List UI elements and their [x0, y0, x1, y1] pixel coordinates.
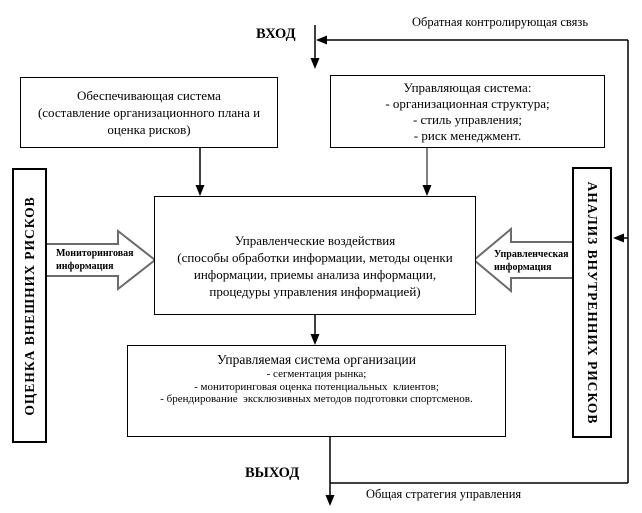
external-risks-panel: [12, 168, 47, 443]
providing-system-box: [20, 77, 278, 148]
management-info-line: Управленческая: [494, 249, 569, 260]
feedback-arrowhead-left: [316, 36, 327, 45]
internal-risks-panel: [572, 167, 612, 438]
actions-line: Управленческие воздействия: [234, 232, 396, 248]
output-arrowhead: [326, 495, 335, 506]
controlling-system-box: [330, 75, 605, 148]
managed-system-item: - сегментация рынка;: [266, 368, 367, 380]
managed-system-title: Управляемая система организации: [217, 352, 416, 367]
controlling-line: - риск менеджмент.: [413, 127, 522, 143]
feedback-branch-arrowhead: [613, 234, 624, 243]
controlling-line: - стиль управления;: [412, 111, 523, 127]
controlling-line: Управляющая система:: [403, 79, 532, 95]
actions-line: (способы обработки информации, методы оценки: [177, 249, 453, 265]
external-risks-label: ОЦЕНКА ВНЕШНИХ РИСКОВ: [21, 195, 37, 416]
feedback-label: Обратная контролирующая связь: [411, 15, 589, 29]
input-arrowhead: [311, 58, 320, 69]
providing-line: (составление организационного плана и: [37, 105, 261, 120]
management-info-line: информация: [494, 261, 552, 273]
input-label: ВХОД: [256, 26, 296, 42]
providing-to-actions-arrowhead: [196, 185, 205, 196]
managed-system-item: - мониторинговая оценка потенциальных клиентов;: [194, 380, 439, 393]
internal-risks-label: АНАЛИЗ ВНУТРЕННИХ РИСКОВ: [585, 181, 600, 424]
managed-system-box: [127, 345, 506, 437]
actions-to-managed-arrowhead: [311, 334, 320, 345]
monitoring-info-line: информация: [56, 260, 114, 272]
monitoring-info-line: Мониторинговая: [56, 248, 134, 259]
monitoring-info-label: [56, 248, 134, 273]
management-actions-box: [154, 196, 476, 315]
providing-line: Обеспечивающая система: [77, 88, 221, 103]
providing-line: оценка рисков): [107, 122, 191, 137]
actions-line: процедуры управления информацией): [209, 283, 421, 299]
actions-line: информации, приемы анализа информации,: [193, 266, 437, 282]
management-info-label: [494, 249, 569, 274]
strategy-label: Общая стратегия управления: [366, 487, 522, 501]
output-label: ВЫХОД: [245, 465, 300, 481]
controlling-line: - организационная структура;: [385, 95, 550, 111]
controlling-to-actions-arrowhead: [423, 185, 432, 196]
managed-system-item: - брендирование эксклюзивных методов подготовки спортсменов.: [160, 393, 473, 405]
